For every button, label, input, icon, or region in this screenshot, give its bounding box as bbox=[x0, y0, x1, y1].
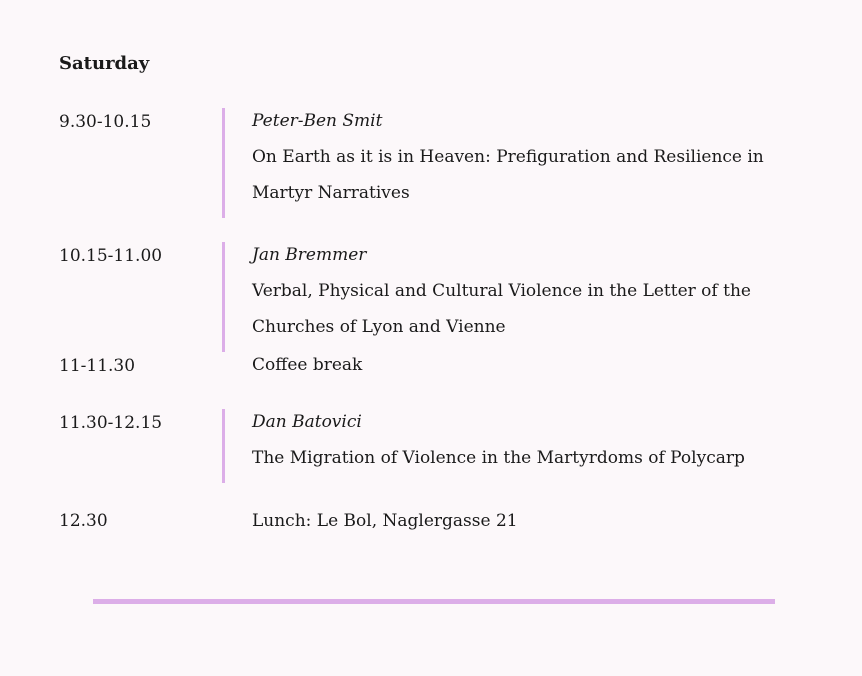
lunch-time: 12.30 bbox=[59, 511, 108, 531]
session-divider bbox=[222, 242, 225, 352]
session-content bbox=[252, 237, 812, 345]
session-time: 10.15-11.00 bbox=[59, 246, 163, 266]
session-speaker: Dan Batovici bbox=[252, 412, 362, 432]
session-divider bbox=[222, 409, 225, 483]
session-title: The Migration of Violence in the Martyrdoms of Polycarp bbox=[252, 448, 745, 468]
session-title: On Earth as it is in Heaven: Prefiguration and Resilience in Martyr Narratives bbox=[252, 147, 764, 203]
break-time: 11-11.30 bbox=[59, 356, 136, 376]
session-content bbox=[252, 103, 812, 211]
session-speaker: Jan Bremmer bbox=[252, 245, 367, 265]
session-divider bbox=[222, 108, 225, 218]
lunch-label: Lunch: Le Bol, Naglergasse 21 bbox=[252, 511, 518, 531]
session-title: Verbal, Physical and Cultural Violence in the Letter of the Churches of Lyon and Vienne bbox=[252, 281, 751, 337]
day-heading: Saturday bbox=[59, 53, 150, 74]
session-speaker: Peter-Ben Smit bbox=[252, 111, 383, 131]
session-time: 9.30-10.15 bbox=[59, 112, 152, 132]
break-label: Coffee break bbox=[252, 355, 363, 375]
break-content bbox=[252, 347, 812, 383]
lunch-content bbox=[252, 503, 812, 539]
section-divider bbox=[93, 599, 775, 604]
session-content bbox=[252, 404, 812, 476]
session-time: 11.30-12.15 bbox=[59, 413, 163, 433]
